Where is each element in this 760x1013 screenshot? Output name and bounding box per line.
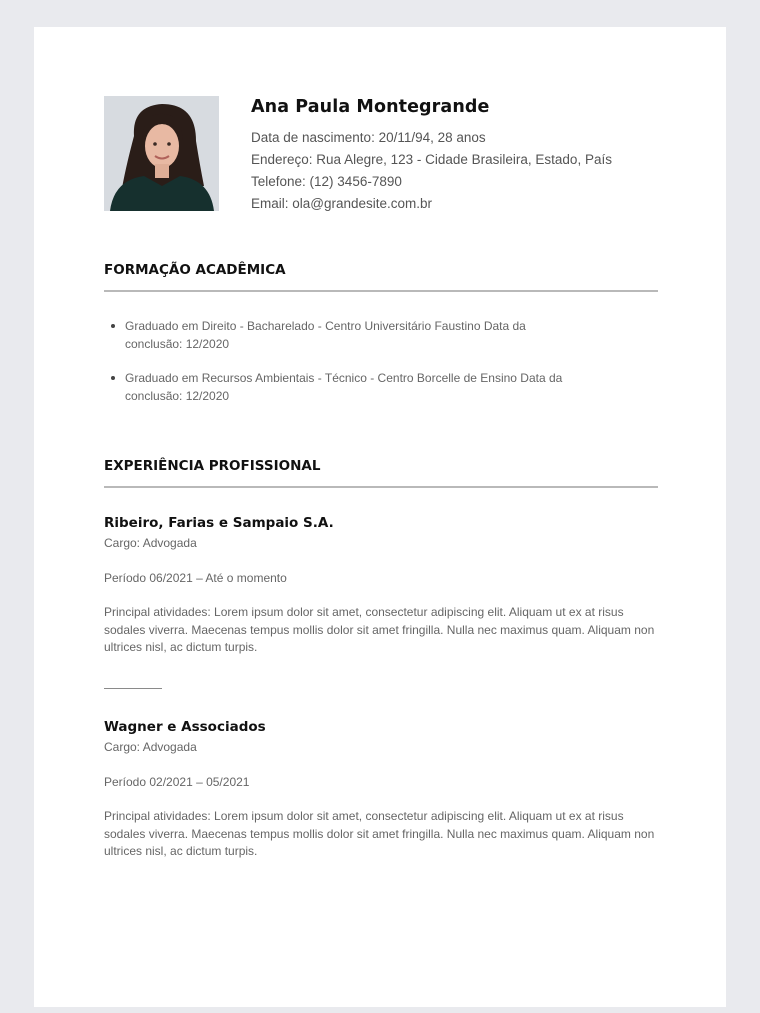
- experience-heading: EXPERIÊNCIA PROFISSIONAL: [104, 458, 321, 474]
- list-item: Graduado em Direito - Bacharelado - Centro Universitário Faustino Data da conclusão: 12/2020: [104, 317, 574, 353]
- job-role: Cargo: Advogada: [104, 740, 197, 754]
- resume-page: [34, 27, 726, 1007]
- job-entry: [104, 513, 664, 657]
- job-description: Principal atividades: Lorem ipsum dolor sit amet, consectetur adipiscing elit. Aliquam ut ex at risus sodales viverra. Maecenas tempus mollis dolor sit amet fringilla. Nulla nec maximus quam. Aliquam non ultrices nisl, ac dictum turpis.: [104, 809, 655, 858]
- job-description: Principal atividades: Lorem ipsum dolor sit amet, consectetur adipiscing elit. Aliquam ut ex at risus sodales viverra. Maecenas tempus mollis dolor sit amet fringilla. Nulla nec maximus quam. Aliquam non ultrices nisl, ac dictum turpis.: [104, 605, 655, 654]
- job-role: Cargo: Advogada: [104, 536, 197, 550]
- candidate-name: Ana Paula Montegrande: [251, 97, 490, 117]
- email: Email: ola@grandesite.com.br: [251, 196, 433, 211]
- education-list: [104, 317, 574, 421]
- experience-divider: [104, 486, 658, 488]
- company-name: Wagner e Associados: [104, 719, 266, 735]
- address: Endereço: Rua Alegre, 123 - Cidade Brasileira, Estado, País: [251, 152, 612, 167]
- company-name: Ribeiro, Farias e Sampaio S.A.: [104, 515, 334, 531]
- list-item: Graduado em Recursos Ambientais - Técnico - Centro Borcelle de Ensino Data da conclusão: 12/2020: [104, 369, 574, 405]
- job-entry: [104, 717, 664, 861]
- birth-date: Data de nascimento: 20/11/94, 28 anos: [251, 130, 486, 145]
- job-period: Período 06/2021 – Até o momento: [104, 571, 287, 585]
- contact-block: [251, 97, 612, 215]
- profile-photo: [104, 96, 219, 211]
- job-separator: [104, 688, 162, 689]
- education-divider: [104, 290, 658, 292]
- job-period: Período 02/2021 – 05/2021: [104, 775, 250, 789]
- phone: Telefone: (12) 3456-7890: [251, 174, 402, 189]
- education-heading: FORMAÇÃO ACADÊMICA: [104, 262, 286, 278]
